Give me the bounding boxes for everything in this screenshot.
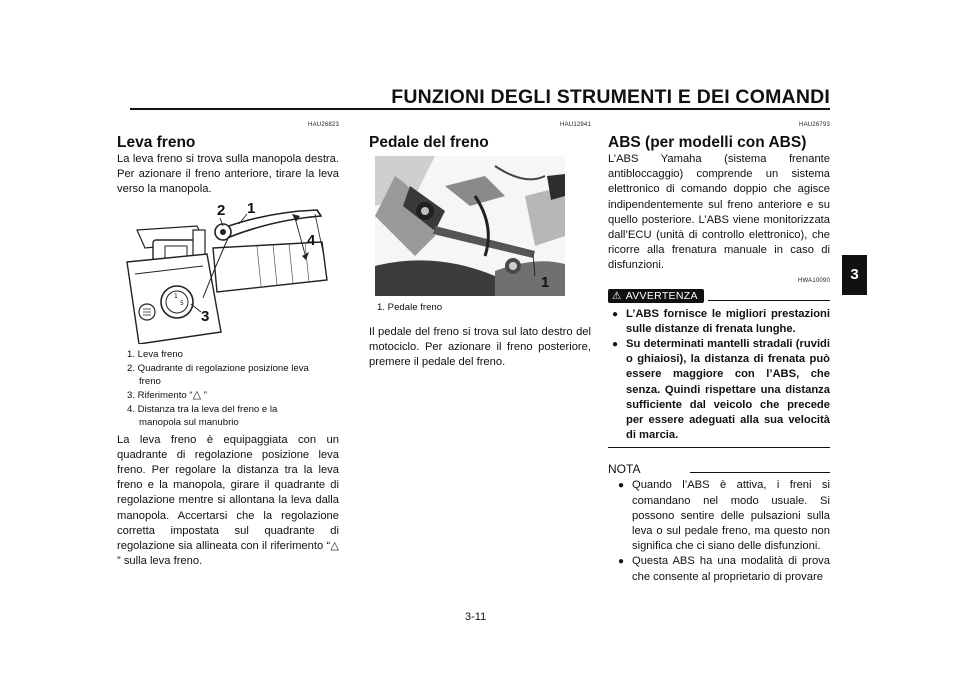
figure-captions — [127, 348, 339, 429]
section-title: ABS (per modelli con ABS) — [608, 134, 807, 151]
section-code: HAU26823 — [308, 122, 339, 128]
figure-label-2: 2 — [217, 201, 226, 219]
warning-icon: ⚠ — [612, 289, 622, 302]
caption-item: 4. Distanza tra la leva del freno e la manopola sul manubrio — [127, 403, 278, 428]
section-code: HAU12941 — [560, 122, 591, 128]
warning-item: ● L’ABS fornisce le migliori prestazioni sulle distanze di frenata lunghe. — [612, 307, 830, 337]
figure-label-1: 1 — [541, 274, 550, 291]
section-title: Pedale del freno — [369, 134, 489, 151]
note-header — [608, 462, 830, 476]
brake-lever-illustration — [117, 199, 339, 344]
warning-item: ● Su determinati mantelli stradali (ruvidi o ghiaiosi), la distanza di frenata può essere maggiore con l’ABS, che senza. Quindi rispettare una distanza sufficiente dal veicolo che precede per essere adeguati alla sua velocità di marcia. — [612, 337, 830, 443]
brake-pedal-figure — [375, 156, 565, 296]
header-rule — [130, 108, 830, 110]
section-body: La leva freno è equipaggiata con un quadrante di regolazione posizione leva freno. Per regolare la distanza tra la leva freno e la manopola, girare il quadrante di regolazione mentre si allontana la leva dalla manopola. Accertarsi che la regolazione corretta impostata sul quadrante di regolazione sia allineata con il riferimento “△ ” sulla leva freno. — [117, 433, 339, 568]
page-number: 3-11 — [465, 611, 487, 623]
figure-label-3: 3 — [201, 307, 210, 325]
column-abs — [608, 122, 830, 585]
section-title: Leva freno — [117, 134, 196, 151]
warning-end-rule — [608, 447, 830, 448]
note-label: NOTA — [608, 462, 641, 477]
section-body: L’ABS Yamaha (sistema frenante antibloccaggio) comprende un sistema elettronico di comando doppio che agisce indipendentemente sul freno anteriore e su quello posteriore. L’ABS viene monitorizzata dall’ECU (unità di controllo elettronico), che ricorre alla frenatura manuale in caso di disfunzioni. — [608, 153, 830, 272]
figure-label-4: 4 — [307, 231, 316, 249]
caption-item: 2. Quadrante di regolazione posizione leva freno — [127, 362, 309, 387]
reference-mark-icon: △ — [192, 388, 202, 401]
bullet-icon: ● — [612, 308, 619, 320]
reference-mark-icon: △ — [330, 540, 339, 553]
bullet-icon: ● — [618, 556, 625, 568]
brake-pedal-photo — [375, 156, 565, 296]
page-header-title: FUNZIONI DEGLI STRUMENTI E DEI COMANDI — [391, 86, 830, 108]
section-body: Il pedale del freno si trova sul lato destro del motociclo. Per azionare il freno posteriore, premere il pedale del freno. — [369, 326, 591, 369]
section-code: HAU26793 — [799, 122, 830, 128]
column-brake-pedal — [369, 122, 591, 371]
svg-text:5: 5 — [180, 299, 184, 307]
note-rule — [690, 472, 830, 473]
warning-header — [608, 289, 830, 303]
caption-item: 1. Leva freno — [127, 348, 184, 360]
note-item: ● Quando l’ABS è attiva, i freni si comandano nel modo usuale. Si possono sentire delle pulsazioni sulla leva o sul pedale freno, ma questo non significa che ci siano delle disfunzioni. — [618, 478, 830, 554]
warning-code: HWA10090 — [797, 277, 830, 284]
section-intro: La leva freno si trova sulla manopola destra. Per azionare il freno anteriore, tirare la leva verso la manopola. — [117, 153, 339, 196]
bullet-icon: ● — [618, 480, 625, 492]
warning-badge: ⚠ AVVERTENZA — [608, 289, 704, 303]
note-item: ● Questa ABS ha una modalità di prova che consente al proprietario di provare — [618, 554, 830, 584]
figure-label-1: 1 — [247, 199, 256, 217]
caption-item: 3. Riferimento “△ ” — [127, 388, 207, 401]
chapter-tab[interactable]: 3 — [842, 255, 867, 295]
brake-lever-figure — [117, 199, 339, 344]
column-brake-lever — [117, 122, 339, 569]
warning-rule — [708, 300, 830, 301]
svg-text:1: 1 — [174, 292, 178, 300]
bullet-icon: ● — [612, 339, 619, 351]
figure-caption: 1. Pedale freno — [377, 302, 443, 313]
